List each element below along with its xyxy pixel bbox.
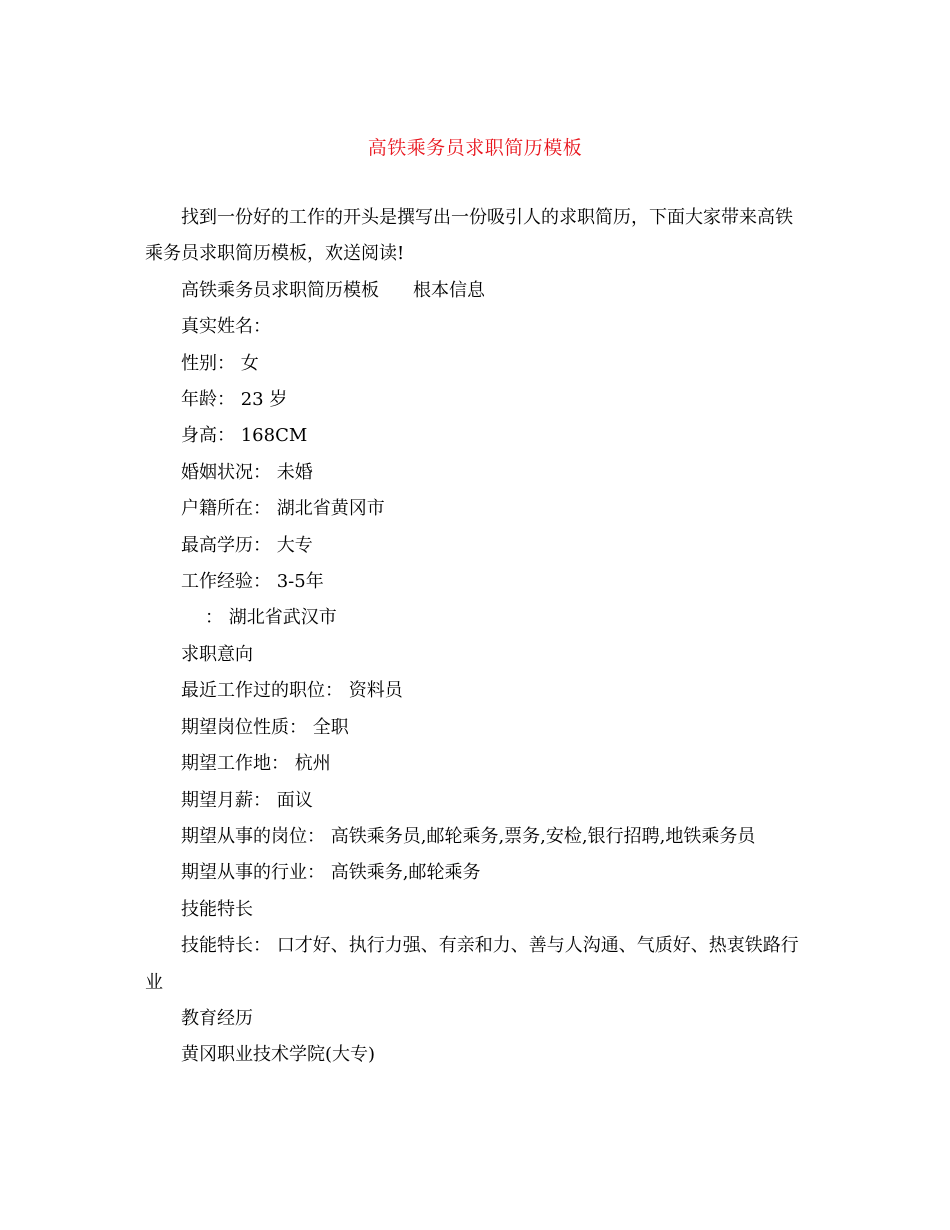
field-age: 年龄： 23 岁: [181, 389, 288, 411]
field-name: 真实姓名：: [181, 316, 271, 338]
intent-salary: 期望月薪： 面议: [181, 789, 313, 811]
section-education-heading: 教育经历: [181, 1007, 253, 1029]
field-marital: 婚姻状况： 未婚: [181, 461, 313, 483]
field-education-level: 最高学历： 大专: [181, 534, 313, 556]
intro-paragraph: 找到一份好的工作的开头是撰写出一份吸引人的求职简历，下面大家带来高铁乘务员求职简历模板，欢送阅读!: [145, 207, 793, 265]
intent-recent-position: 最近工作过的职位： 资料员: [181, 680, 403, 702]
intent-job-nature: 期望岗位性质： 全职: [181, 716, 349, 738]
field-height: 身高： 168CM: [181, 425, 308, 447]
intent-positions: 期望从事的岗位： 高铁乘务员,邮轮乘务,票务,安检,银行招聘,地铁乘务员: [181, 825, 756, 847]
document-title: 高铁乘务员求职简历模板: [367, 137, 583, 159]
section-skills-heading: 技能特长: [181, 898, 253, 920]
section-basic-label: 根本信息: [413, 279, 485, 301]
intent-work-place: 期望工作地： 杭州: [181, 753, 331, 775]
intent-industry: 期望从事的行业： 高铁乘务,邮轮乘务: [181, 862, 481, 884]
section-intent-heading: 求职意向: [181, 643, 253, 665]
field-hukou: 户籍所在： 湖北省黄冈市: [181, 498, 385, 520]
section-basic-heading: [145, 273, 810, 309]
field-location: ： 湖北省武汉市: [205, 607, 337, 629]
section-basic-prefix: 高铁乘务员求职简历模板: [181, 279, 379, 301]
field-experience: 工作经验： 3-5年: [181, 571, 324, 593]
skills-paragraph: 技能特长： 口才好、执行力强、有亲和力、善与人沟通、气质好、热衷铁路行业: [145, 935, 799, 993]
field-gender: 性别： 女: [181, 352, 259, 374]
document-body: [145, 200, 810, 1074]
education-school: 黄冈职业技术学院(大专): [181, 1044, 376, 1066]
